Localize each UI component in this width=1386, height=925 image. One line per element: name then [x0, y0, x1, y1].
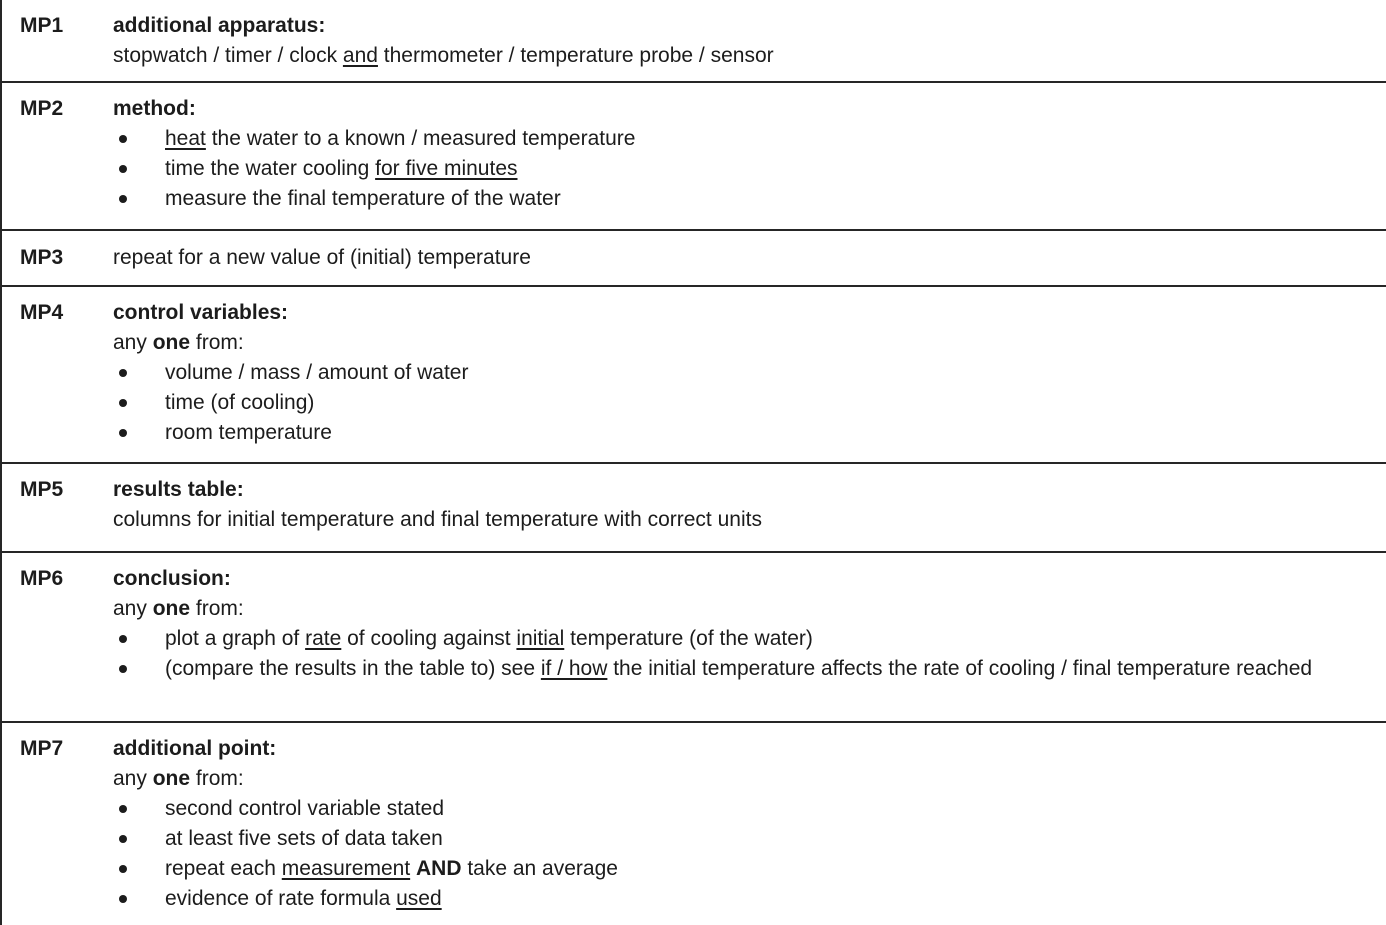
- underlined-text: and: [342, 44, 378, 67]
- mark-line: [113, 243, 1376, 273]
- text-segment: columns for initial temperature and final temperature with correct units: [113, 508, 762, 531]
- bold-text: one: [152, 767, 191, 790]
- mark-point-content: [113, 243, 1386, 285]
- text-segment: temperature (of the water): [564, 627, 813, 650]
- row-mp7: [2, 723, 1386, 925]
- text-segment: time the water cooling: [165, 157, 376, 180]
- bullet-icon: [119, 805, 127, 813]
- text-segment: evidence of rate formula: [165, 887, 397, 910]
- mark-point-label: MP7: [20, 737, 64, 760]
- text-segment: of cooling against: [341, 627, 517, 650]
- bold-text: method:: [113, 97, 196, 120]
- mark-line: [113, 564, 1376, 594]
- text-segment: from:: [190, 331, 244, 354]
- mark-line: [113, 328, 1376, 358]
- mark-line: [113, 94, 1376, 124]
- text-segment: repeat each: [165, 857, 282, 880]
- text-segment: (compare the results in the table to) see: [165, 657, 541, 680]
- mark-point-label: MP1: [20, 14, 64, 37]
- mark-line: [113, 734, 1376, 764]
- text-segment: from:: [190, 767, 244, 790]
- text-segment: repeat for a new value of (initial) temperature: [113, 246, 531, 269]
- bullet-item: [113, 388, 1376, 418]
- bullet-icon: [119, 135, 127, 143]
- bullet-item: [113, 794, 1376, 824]
- underlined-text: if / how: [540, 657, 608, 680]
- text-segment: any: [113, 331, 153, 354]
- mark-point-label: MP3: [20, 246, 64, 269]
- bullet-item: [113, 184, 1376, 214]
- bullet-item: [113, 358, 1376, 388]
- text-segment: the water to a known / measured temperature: [205, 127, 636, 150]
- bold-text: control variables:: [113, 301, 289, 324]
- bold-text: results table:: [113, 478, 244, 501]
- mark-point-label: MP2: [20, 97, 64, 120]
- text-segment: stopwatch / timer / clock: [113, 44, 343, 67]
- mark-line: [113, 298, 1376, 328]
- bullet-item: [113, 418, 1376, 448]
- text-segment: volume / mass / amount of water: [165, 361, 469, 384]
- bullet-icon: [119, 165, 127, 173]
- mark-line: [113, 505, 1376, 535]
- bullet-item: [113, 884, 1376, 914]
- text-segment: the initial temperature affects the rate of cooling / final temperature reached: [607, 657, 1313, 680]
- bold-text: conclusion:: [113, 567, 231, 590]
- bold-text: one: [152, 331, 191, 354]
- row-mp5: [2, 464, 1386, 553]
- bullet-item: [113, 854, 1376, 884]
- bullet-icon: [119, 195, 127, 203]
- mark-point-content: [113, 734, 1386, 925]
- bullet-item: [113, 654, 1376, 684]
- text-segment: take an average: [461, 857, 618, 880]
- bold-text: additional apparatus:: [113, 14, 326, 37]
- bullet-icon: [119, 895, 127, 903]
- mark-point-label: MP5: [20, 478, 64, 501]
- bullet-icon: [119, 369, 127, 377]
- bullet-item: [113, 124, 1376, 154]
- mark-line: [113, 41, 1376, 71]
- bold-text: AND: [416, 857, 462, 880]
- mark-point-content: [113, 298, 1386, 462]
- bullet-icon: [119, 429, 127, 437]
- text-segment: measure the final temperature of the water: [165, 187, 561, 210]
- bullet-item: [113, 824, 1376, 854]
- text-segment: time (of cooling): [165, 391, 315, 414]
- underlined-text: heat: [165, 127, 206, 150]
- mark-line: [113, 764, 1376, 794]
- mark-point-content: [113, 11, 1386, 81]
- bullet-icon: [119, 865, 127, 873]
- row-mp1: [2, 0, 1386, 83]
- mark-line: [113, 11, 1376, 41]
- text-segment: from:: [190, 597, 244, 620]
- text-segment: plot a graph of: [165, 627, 306, 650]
- mark-line: [113, 594, 1376, 624]
- text-segment: thermometer / temperature probe / sensor: [377, 44, 774, 67]
- underlined-text: measurement: [281, 857, 411, 880]
- row-mp2: [2, 83, 1386, 231]
- bold-text: one: [152, 597, 191, 620]
- row-mp3: [2, 231, 1386, 287]
- underlined-text: initial: [516, 627, 565, 650]
- underlined-text: for five minutes: [375, 157, 518, 180]
- mark-line: [113, 475, 1376, 505]
- mark-point-content: [113, 94, 1386, 229]
- bullet-icon: [119, 665, 127, 673]
- underlined-text: rate: [305, 627, 342, 650]
- text-segment: room temperature: [165, 421, 332, 444]
- underlined-text: used: [396, 887, 442, 910]
- text-segment: second control variable stated: [165, 797, 444, 820]
- text-segment: any: [113, 597, 153, 620]
- mark-point-content: [113, 564, 1386, 721]
- mark-point-label: MP6: [20, 567, 64, 590]
- mark-point-content: [113, 475, 1386, 551]
- bullet-icon: [119, 835, 127, 843]
- bullet-icon: [119, 399, 127, 407]
- bullet-item: [113, 624, 1376, 654]
- row-mp6: [2, 553, 1386, 723]
- text-segment: any: [113, 767, 153, 790]
- row-mp4: [2, 287, 1386, 464]
- bullet-icon: [119, 635, 127, 643]
- bullet-item: [113, 154, 1376, 184]
- bold-text: additional point:: [113, 737, 277, 760]
- text-segment: at least five sets of data taken: [165, 827, 443, 850]
- mark-point-label: MP4: [20, 301, 64, 324]
